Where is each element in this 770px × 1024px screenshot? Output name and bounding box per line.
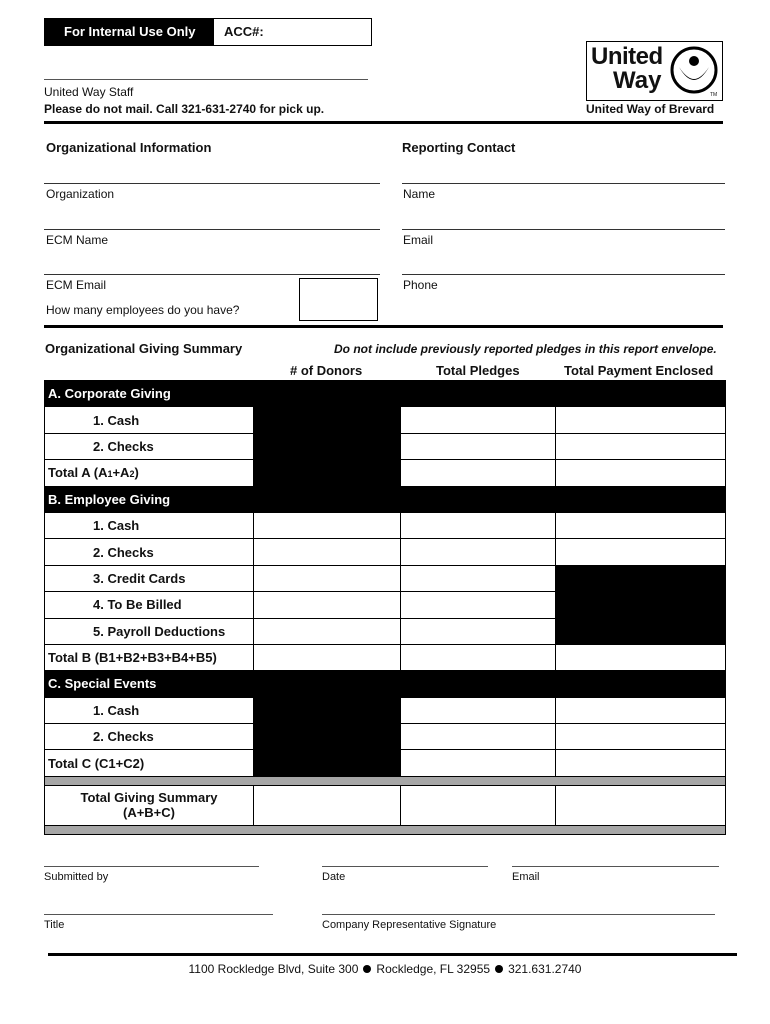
employees-question: How many employees do you have? <box>46 303 240 317</box>
section-b-header <box>45 486 726 512</box>
pledges-input[interactable] <box>401 785 556 825</box>
donors-input[interactable] <box>254 644 401 670</box>
footer-divider <box>48 953 737 956</box>
giving-summary-note: Do not include previously reported pledges in this report envelope. <box>334 342 717 356</box>
row-label: 1. Cash <box>45 697 254 723</box>
ecm-name-field[interactable] <box>44 229 380 230</box>
total-a-label: Total A (A1+A2) <box>45 460 254 486</box>
email-field[interactable] <box>512 866 719 867</box>
bullet-icon <box>495 965 503 973</box>
col-pledges: Total Pledges <box>436 363 520 378</box>
submitted-by-label: Submitted by <box>44 871 109 883</box>
grey-separator <box>45 776 726 785</box>
contact-email-field[interactable] <box>402 229 725 230</box>
giving-summary-heading: Organizational Giving Summary <box>45 341 243 356</box>
header-divider <box>44 121 723 124</box>
table-row <box>45 512 726 538</box>
grey-separator <box>45 825 726 834</box>
donors-input[interactable] <box>254 618 401 644</box>
row-label: 4. To Be Billed <box>45 592 254 618</box>
hand-figure-icon <box>669 45 719 95</box>
date-label: Date <box>322 871 346 883</box>
pledges-input[interactable] <box>401 697 556 723</box>
contact-email-label: Email <box>403 233 434 247</box>
section-divider <box>44 325 723 328</box>
signature-label: Company Representative Signature <box>322 919 497 931</box>
internal-use-label: For Internal Use Only <box>44 18 214 46</box>
row-label: 3. Credit Cards <box>45 565 254 591</box>
pledges-input[interactable] <box>401 565 556 591</box>
payment-input[interactable] <box>556 433 726 459</box>
section-c-header <box>45 671 726 697</box>
table-row <box>45 460 726 486</box>
staff-label: United Way Staff <box>44 85 134 99</box>
payment-input[interactable] <box>556 785 726 825</box>
footer-city: Rockledge, FL 32955 <box>376 962 491 976</box>
col-payment: Total Payment Enclosed <box>564 363 714 378</box>
pledges-input[interactable] <box>401 460 556 486</box>
table-row <box>45 592 726 618</box>
table-row <box>45 697 726 723</box>
table-row <box>45 618 726 644</box>
mail-note: Please do not mail. Call 321-631-2740 for pick up. <box>44 102 325 116</box>
section-title: A. Corporate Giving <box>45 381 726 407</box>
footer-address <box>0 962 770 976</box>
giving-summary-table <box>44 380 726 835</box>
blocked-cell <box>254 433 401 459</box>
payment-input[interactable] <box>556 460 726 486</box>
row-label: 1. Cash <box>45 407 254 433</box>
donors-input[interactable] <box>254 565 401 591</box>
payment-input[interactable] <box>556 644 726 670</box>
table-row <box>45 750 726 776</box>
row-label: 2. Checks <box>45 433 254 459</box>
contact-phone-field[interactable] <box>402 274 725 275</box>
staff-signature-line[interactable] <box>44 79 368 80</box>
submitted-by-field[interactable] <box>44 866 259 867</box>
payment-input[interactable] <box>556 724 726 750</box>
separator <box>45 825 726 834</box>
organization-field[interactable] <box>44 183 380 184</box>
total-summary-label: Total Giving Summary (A+B+C) <box>45 785 254 825</box>
payment-input[interactable] <box>556 750 726 776</box>
row-label: 5. Payroll Deductions <box>45 618 254 644</box>
payment-input[interactable] <box>556 697 726 723</box>
contact-name-label: Name <box>403 187 436 201</box>
section-title: B. Employee Giving <box>45 486 726 512</box>
pledges-input[interactable] <box>401 407 556 433</box>
table-row <box>45 407 726 433</box>
total-c-label: Total C (C1+C2) <box>45 750 254 776</box>
pledges-input[interactable] <box>401 618 556 644</box>
payment-input[interactable] <box>556 539 726 565</box>
title-label: Title <box>44 919 65 931</box>
footer-phone: 321.631.2740 <box>508 962 582 976</box>
acc-label: ACC#: <box>224 24 264 39</box>
pledges-input[interactable] <box>401 592 556 618</box>
blocked-cell <box>254 724 401 750</box>
email-label: Email <box>512 871 540 883</box>
payment-input[interactable] <box>556 407 726 433</box>
title-field[interactable] <box>44 914 273 915</box>
summary-row <box>45 785 726 825</box>
col-donors: # of Donors <box>290 363 363 378</box>
logo-subtitle: United Way of Brevard <box>586 102 715 116</box>
bullet-icon <box>363 965 371 973</box>
reporting-contact-heading: Reporting Contact <box>402 140 516 155</box>
payment-input[interactable] <box>556 512 726 538</box>
employees-count-input[interactable] <box>299 278 378 321</box>
donors-input[interactable] <box>254 512 401 538</box>
blocked-cell <box>254 750 401 776</box>
pledges-input[interactable] <box>401 750 556 776</box>
donors-input[interactable] <box>254 592 401 618</box>
pledges-input[interactable] <box>401 433 556 459</box>
ecm-email-field[interactable] <box>44 274 380 275</box>
separator <box>45 776 726 785</box>
pledges-input[interactable] <box>401 724 556 750</box>
signature-field[interactable] <box>322 914 715 915</box>
logo-line2: Way <box>613 67 662 94</box>
ecm-name-label: ECM Name <box>46 233 109 247</box>
blocked-cell <box>556 592 726 618</box>
donors-input[interactable] <box>254 539 401 565</box>
total-b-label: Total B (B1+B2+B3+B4+B5) <box>45 644 254 670</box>
pledges-input[interactable] <box>401 512 556 538</box>
org-info-heading: Organizational Information <box>46 140 212 155</box>
blocked-cell <box>254 697 401 723</box>
date-field[interactable] <box>322 866 488 867</box>
contact-phone-label: Phone <box>403 278 438 292</box>
section-title: C. Special Events <box>45 671 726 697</box>
row-label: 1. Cash <box>45 512 254 538</box>
footer-street: 1100 Rockledge Blvd, Suite 300 <box>188 962 359 976</box>
organization-label: Organization <box>46 187 115 201</box>
pledges-input[interactable] <box>401 644 556 670</box>
blocked-cell <box>254 407 401 433</box>
row-label: 2. Checks <box>45 539 254 565</box>
trademark: TM <box>710 92 718 98</box>
table-row <box>45 565 726 591</box>
table-row <box>45 433 726 459</box>
table-row <box>45 724 726 750</box>
row-label: 2. Checks <box>45 724 254 750</box>
logo-line1: United <box>591 43 663 70</box>
table-row <box>45 539 726 565</box>
section-a-header <box>45 381 726 407</box>
pledges-input[interactable] <box>401 539 556 565</box>
ecm-email-label: ECM Email <box>46 278 107 292</box>
contact-name-field[interactable] <box>402 183 725 184</box>
blocked-cell <box>254 460 401 486</box>
table-row <box>45 644 726 670</box>
blocked-cell <box>556 618 726 644</box>
blocked-cell <box>556 565 726 591</box>
donors-input[interactable] <box>254 785 401 825</box>
